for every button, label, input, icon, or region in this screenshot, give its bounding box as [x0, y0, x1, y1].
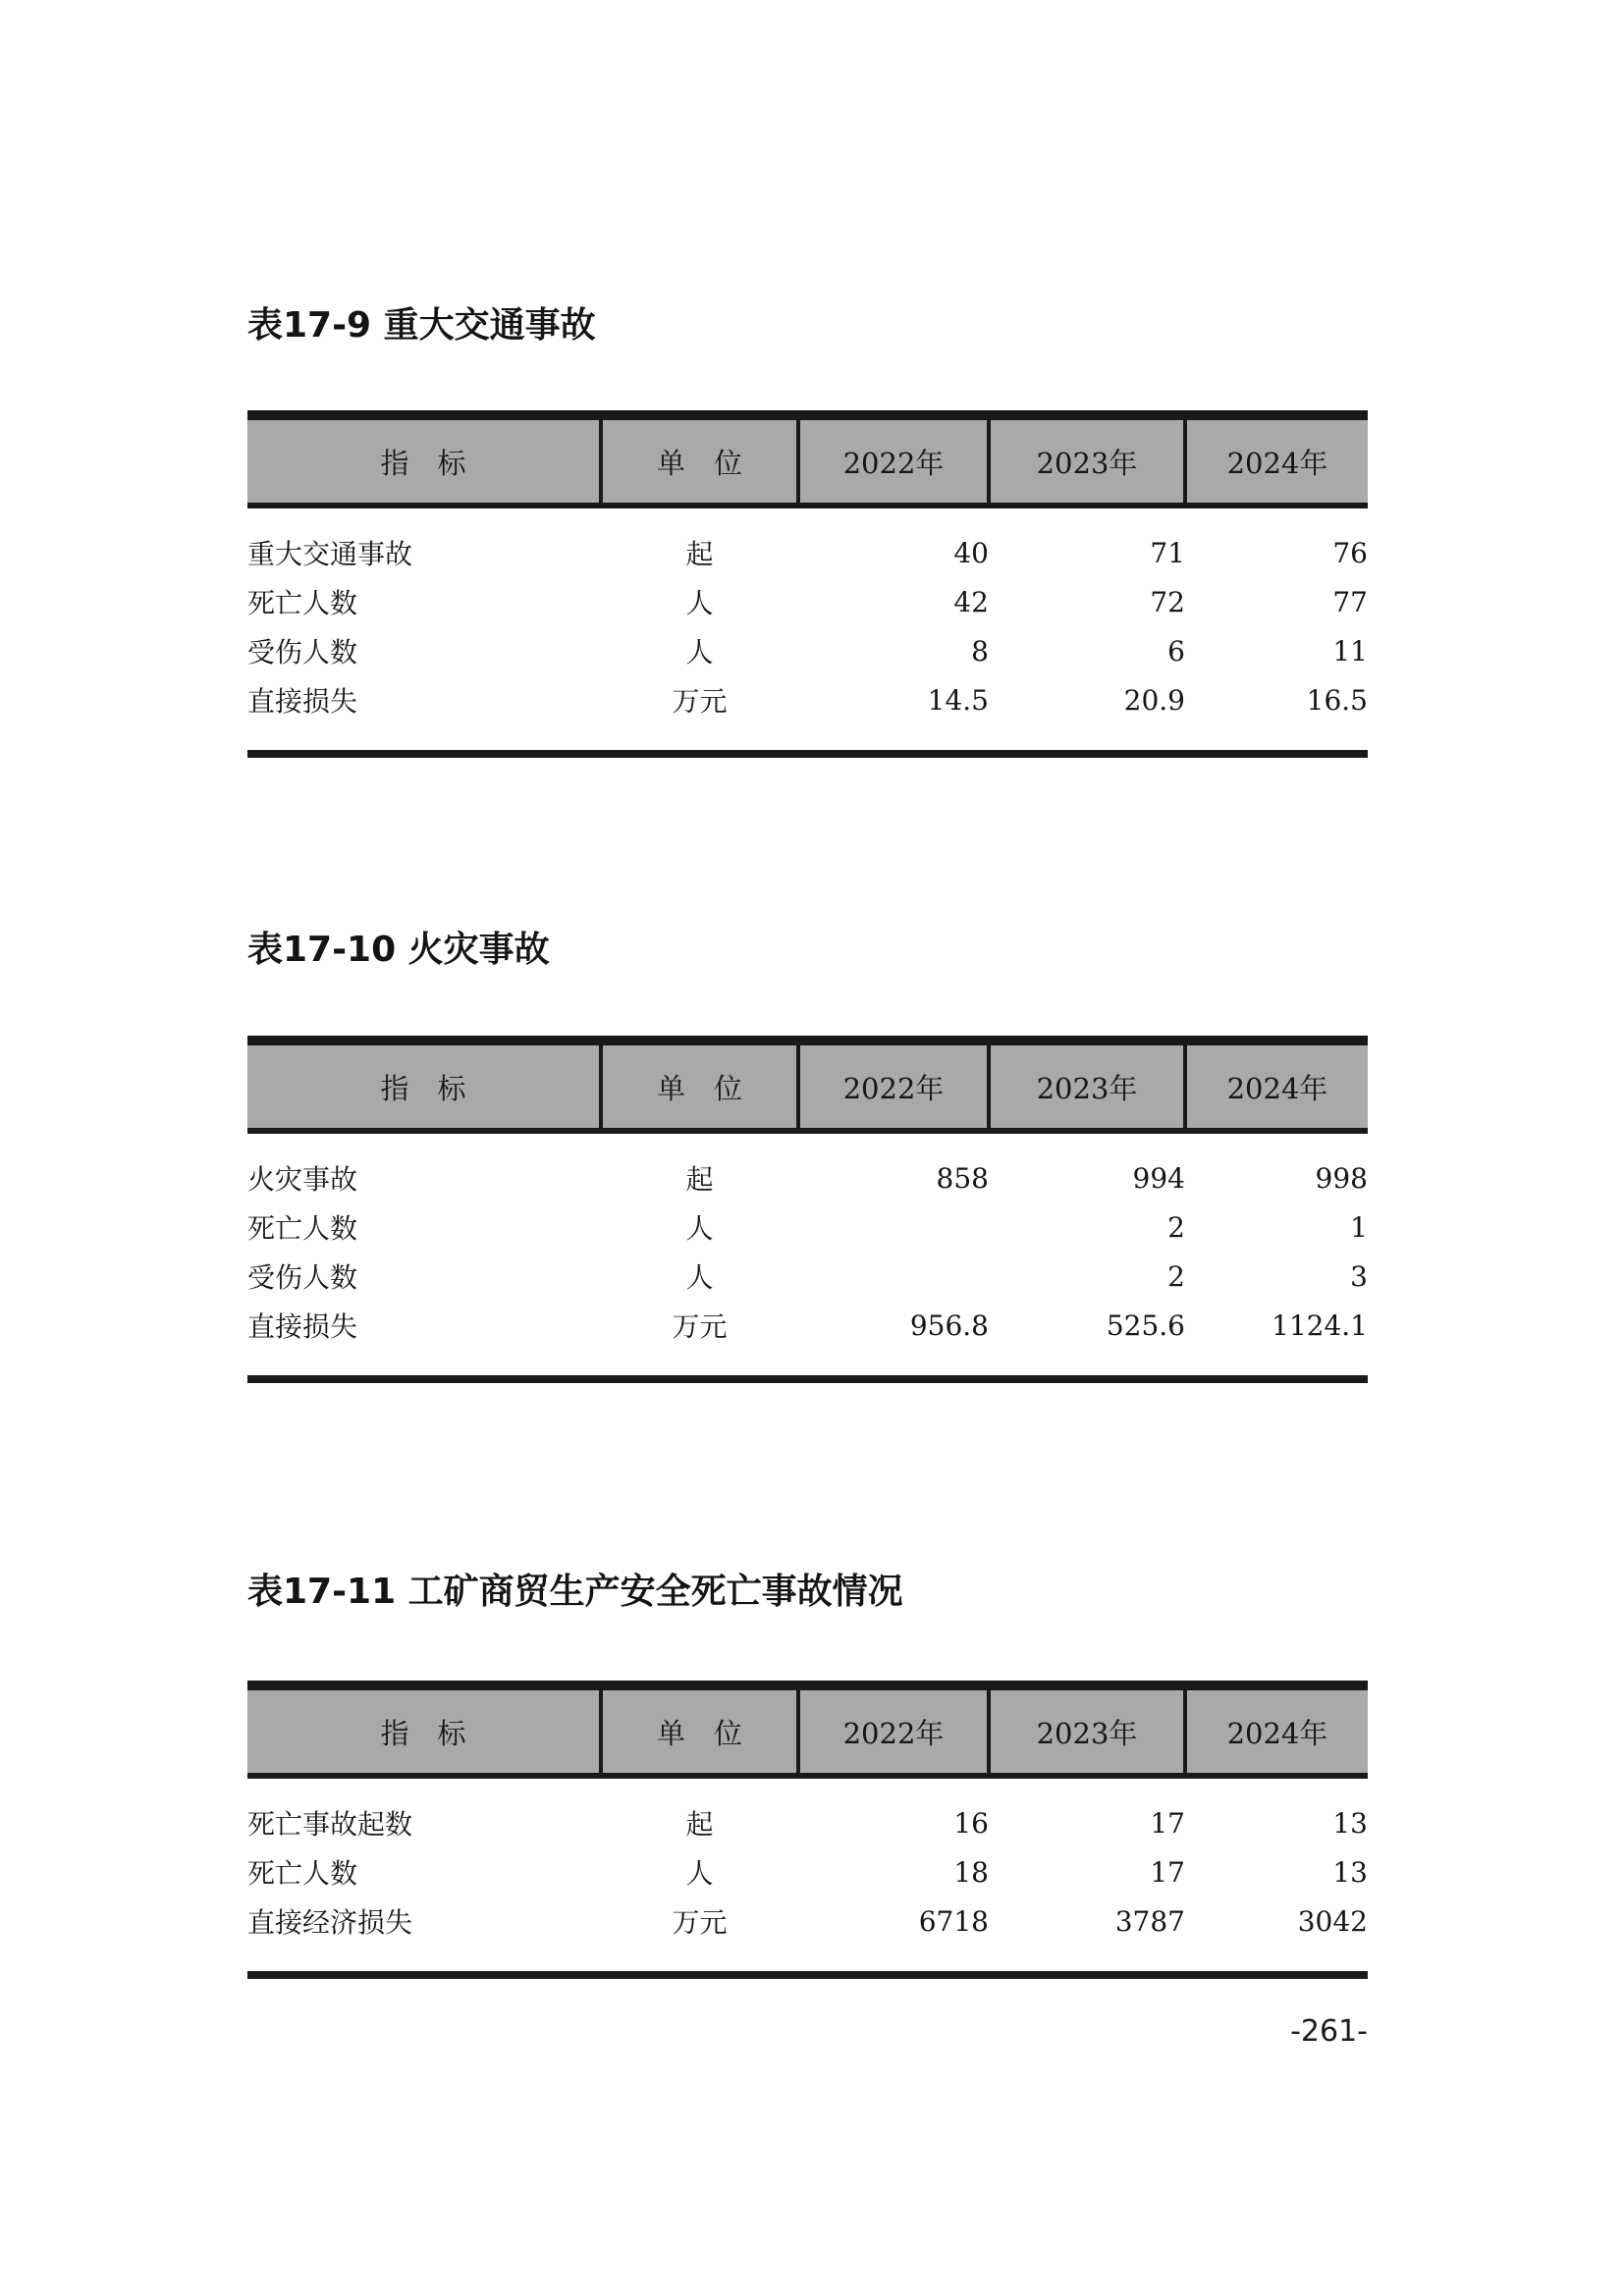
indicator-cell: 直接经济损失	[247, 1906, 413, 1939]
indicator-cell: 死亡人数	[247, 587, 358, 619]
value-cell-2024: 13	[1332, 1806, 1368, 1840]
value-cell-2022: 858	[936, 1161, 989, 1195]
col-header-unit: 单 位	[601, 1685, 798, 1776]
unit-cell: 万元	[672, 685, 728, 718]
table-17-11-title: 表17-11 工矿商贸生产安全死亡事故情况	[247, 1572, 903, 1612]
value-cell-2024: 76	[1332, 536, 1368, 569]
table-row	[247, 626, 1368, 675]
indicator-cell: 重大交通事故	[247, 538, 413, 570]
indicator-cell: 死亡事故起数	[247, 1808, 413, 1841]
col-header-2023: 2023年	[989, 1041, 1185, 1131]
page-number: -261-	[1290, 2014, 1368, 2049]
value-cell-2024: 13	[1332, 1855, 1368, 1889]
value-cell-2023: 71	[1150, 536, 1185, 569]
table-17-10-title: 表17-10 火灾事故	[247, 930, 550, 970]
header-row	[247, 1685, 1368, 1776]
table-row	[247, 1202, 1368, 1252]
col-header-unit: 单 位	[601, 1041, 798, 1131]
value-cell-2023: 17	[1150, 1806, 1185, 1840]
table-row	[247, 1131, 1368, 1202]
value-cell-2024: 3042	[1297, 1904, 1368, 1938]
table-row	[247, 675, 1368, 754]
value-cell-2023: 17	[1150, 1855, 1185, 1889]
statistics-table	[247, 1036, 1368, 1383]
unit-cell: 万元	[672, 1310, 728, 1343]
value-cell-2023: 994	[1132, 1161, 1185, 1195]
value-cell-2024: 998	[1315, 1161, 1368, 1195]
value-cell-2022: 42	[953, 585, 989, 618]
table-row	[247, 577, 1368, 626]
header-row	[247, 415, 1368, 506]
statistics-table	[247, 410, 1368, 758]
table-row	[247, 1847, 1368, 1896]
col-header-indicator: 指 标	[247, 1041, 601, 1131]
unit-cell: 起	[685, 1163, 714, 1196]
indicator-cell: 死亡人数	[247, 1212, 358, 1245]
col-header-2022: 2022年	[798, 1685, 989, 1776]
table-row	[247, 1252, 1368, 1301]
unit-cell: 起	[685, 538, 714, 570]
value-cell-2022: 40	[953, 536, 989, 569]
value-cell-2024: 11	[1332, 634, 1368, 667]
col-header-2022: 2022年	[798, 1041, 989, 1131]
unit-cell: 人	[685, 587, 714, 619]
col-header-indicator: 指 标	[247, 415, 601, 506]
table-17-9	[247, 410, 1368, 758]
unit-cell: 人	[685, 1212, 714, 1245]
col-header-2024: 2024年	[1185, 415, 1368, 506]
value-cell-2024: 1124.1	[1272, 1308, 1368, 1342]
value-cell-2022: 6718	[918, 1904, 989, 1938]
col-header-indicator: 指 标	[247, 1685, 601, 1776]
table-row	[247, 1776, 1368, 1847]
indicator-cell: 直接损失	[247, 685, 358, 718]
table-17-9-title: 表17-9 重大交通事故	[247, 305, 596, 346]
col-header-2023: 2023年	[989, 1685, 1185, 1776]
unit-cell: 人	[685, 1261, 714, 1294]
unit-cell: 起	[685, 1808, 714, 1841]
unit-cell: 万元	[672, 1906, 728, 1939]
value-cell-2022: 18	[953, 1855, 989, 1889]
value-cell-2023: 20.9	[1123, 683, 1185, 717]
indicator-cell: 直接损失	[247, 1310, 358, 1343]
header-row	[247, 1041, 1368, 1131]
col-header-2022: 2022年	[798, 415, 989, 506]
col-header-2024: 2024年	[1185, 1685, 1368, 1776]
value-cell-2023: 72	[1150, 585, 1185, 618]
unit-cell: 人	[685, 1857, 714, 1890]
table-17-10	[247, 1036, 1368, 1383]
col-header-unit: 单 位	[601, 415, 798, 506]
value-cell-2024: 77	[1332, 585, 1368, 618]
indicator-cell: 受伤人数	[247, 636, 358, 668]
table-17-11	[247, 1681, 1368, 1979]
value-cell-2022: 16	[953, 1806, 989, 1840]
indicator-cell: 受伤人数	[247, 1261, 358, 1294]
table-row	[247, 1301, 1368, 1379]
value-cell-2024: 1	[1350, 1210, 1368, 1244]
col-header-2024: 2024年	[1185, 1041, 1368, 1131]
value-cell-2022: 956.8	[909, 1308, 989, 1342]
statistics-table	[247, 1681, 1368, 1979]
value-cell-2024: 16.5	[1306, 683, 1368, 717]
indicator-cell: 火灾事故	[247, 1163, 358, 1196]
value-cell-2023: 6	[1167, 634, 1185, 667]
table-row	[247, 1896, 1368, 1975]
value-cell-2022	[798, 1252, 989, 1301]
value-cell-2023: 2	[1167, 1210, 1185, 1244]
value-cell-2022: 8	[971, 634, 989, 667]
col-header-2023: 2023年	[989, 415, 1185, 506]
value-cell-2024: 3	[1350, 1259, 1368, 1293]
value-cell-2023: 525.6	[1106, 1308, 1185, 1342]
unit-cell: 人	[685, 636, 714, 668]
table-row	[247, 506, 1368, 577]
value-cell-2022: 14.5	[927, 683, 989, 717]
value-cell-2023: 2	[1167, 1259, 1185, 1293]
value-cell-2022	[798, 1202, 989, 1252]
value-cell-2023: 3787	[1114, 1904, 1185, 1938]
indicator-cell: 死亡人数	[247, 1857, 358, 1890]
